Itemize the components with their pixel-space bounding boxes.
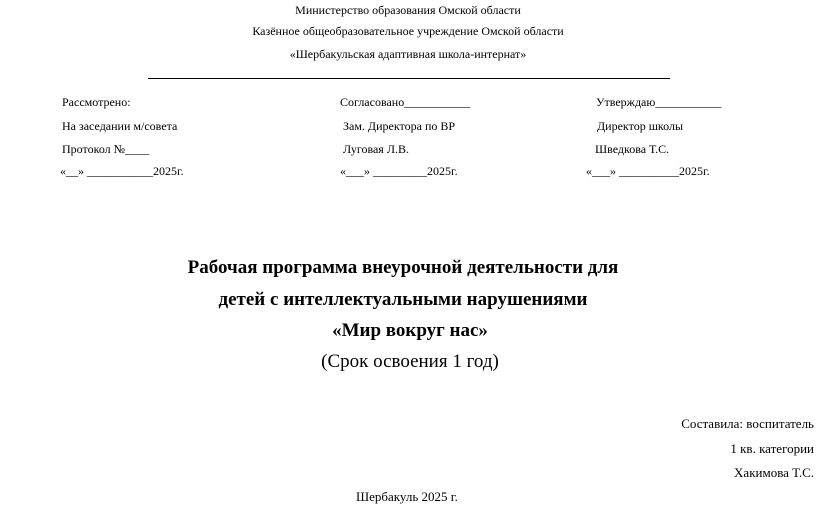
place-year: Шербакуль 2025 г.	[356, 489, 458, 504]
program-title-line1-text: Рабочая программа внеурочной деятельности для	[187, 257, 619, 278]
author-name: Хакимова Т.С.	[734, 465, 814, 480]
agreed-date: «___» _________2025г.	[340, 164, 458, 178]
ministry-name: Министерство образования Омской области	[295, 3, 521, 17]
reviewed-label: Рассмотрено:	[62, 95, 131, 109]
approved-position: Директор школы	[597, 119, 684, 133]
program-duration	[0, 351, 816, 373]
author-category: 1 кв. категории	[730, 441, 814, 456]
approved-label: Утверждаю___________	[596, 95, 722, 109]
program-title-line1	[0, 257, 816, 279]
reviewed-protocol: Протокол №____	[62, 142, 150, 156]
program-name	[0, 320, 816, 342]
agreed-label: Согласовано___________	[340, 95, 471, 109]
school-name: «Шербакульская адаптивная школа-интернат»	[289, 47, 527, 61]
institution-name: Казённое общеобразовательное учреждение Омской области	[252, 24, 564, 38]
reviewed-date: «__» ___________2025г.	[60, 164, 184, 178]
program-name-text: «Мир вокруг нас»	[332, 320, 488, 341]
agreed-position: Зам. Директора по ВР	[343, 119, 456, 133]
approved-person: Шведкова Т.С.	[595, 142, 670, 156]
approved-date: «___» __________2025г.	[586, 164, 710, 178]
reviewed-council: На заседании м/совета	[62, 119, 178, 133]
program-duration-text: (Срок освоения 1 год)	[321, 351, 499, 372]
author-role: Составила: воспитатель	[681, 416, 814, 431]
program-title-line2-text: детей с интеллектуальными нарушениями	[218, 289, 588, 310]
agreed-person: Луговая Л.В.	[343, 142, 409, 156]
header-divider	[148, 78, 670, 79]
program-title-line2	[0, 289, 816, 311]
